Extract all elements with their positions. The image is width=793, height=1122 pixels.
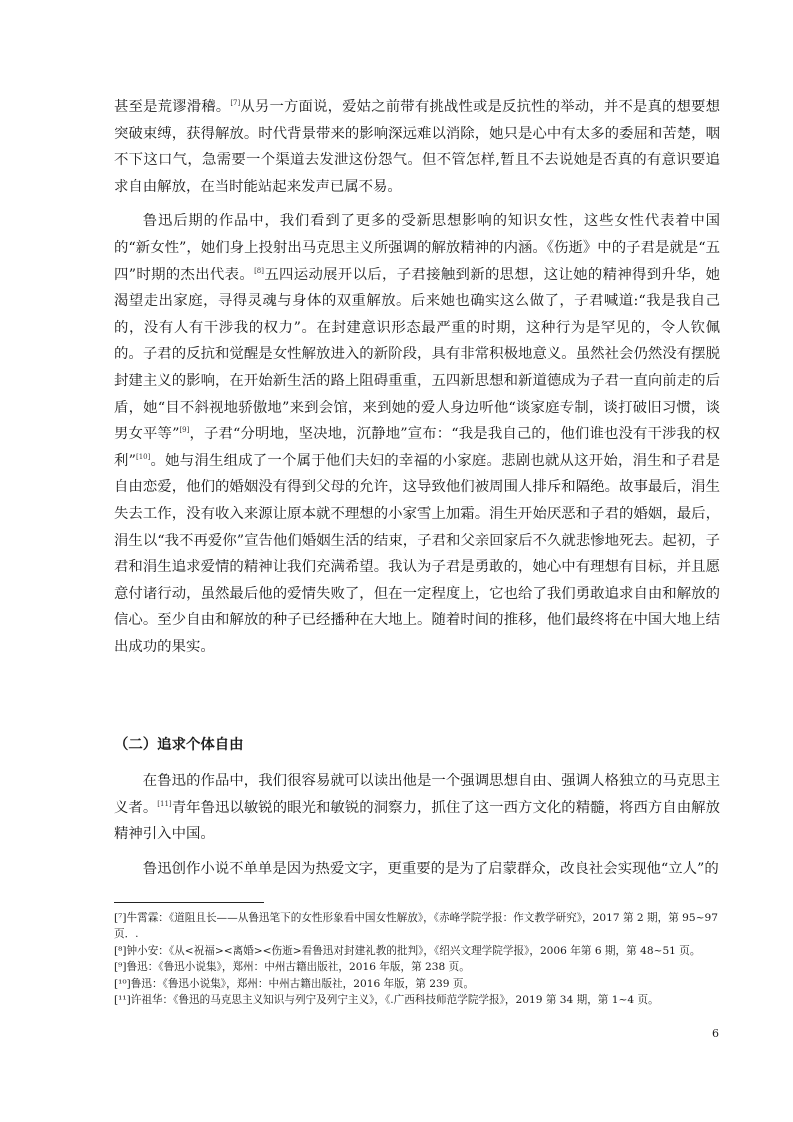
body-text-upper <box>114 94 720 660</box>
paragraph-text: ，子君“分明地，坚决地，沉静地”宣布：“我是我自己的，他们谁也没有干涉我的权利” <box>114 426 720 469</box>
footnote: [¹⁰]鲁迅：《鲁迅小说集》，郑州：中州古籍出版社，2016 年版，第 239 页。 <box>114 977 475 990</box>
footnotes <box>114 910 724 1008</box>
paragraph <box>114 94 720 200</box>
paragraph-text: 鲁迅创作小说不单单是因为热爱文字，更重要的是为了启蒙群众，改良社会实现他“立人”的 <box>142 860 719 877</box>
paragraph-text: 甚至是荒谬滑稽。 <box>114 99 231 115</box>
paragraph-text: 。她与涓生组成了一个属于他们夫妇的幸福的小家庭。悲剧也就从这开始，涓生和子君是自由恋爱，他们的婚姻没有得到父母的允许，这导致他们被周围人排斥和隔绝。故事最后，涓生失去工作，没有收入来源让原本就不理想的小家雪上加霜。涓生开始厌恶和子君的婚姻，最后，涓生以“我不再爱你”宣告他们婚姻生活的结束，子君和父亲回家后不久就悲惨地死去。起初，子君和涓生追求爱情的精神让我们充满希望。我认为子君是勇敢的，她心中有理想有目标，并且愿意付诸行动，虽然最后他的爱情失败了，但在一定程度上，它也给了我们勇敢追求自由和解放的信心。至少自由和解放的种子已经播种在大地上。随着时间的推移，他们最终将在中国大地上结出成功的果实。 <box>114 452 720 655</box>
citation-marker: [10] <box>135 452 151 461</box>
paragraph <box>114 768 720 848</box>
page-number: 6 <box>712 1027 719 1040</box>
citation-marker: [11] <box>157 799 172 808</box>
footnote: [¹¹]许祖华：《鲁迅的马克思主义知识与列宁及列宁主义》，《.广西科技师范学院学报》，2019 第 34 期，第 1~4 页。 <box>114 994 659 1007</box>
footnote: [⁷]牛霄霖：《道阻且长——从鲁迅笔下的女性形象看中国女性解放》，《赤峰学院学报：作文教学研究》，2017 第 2 期，第 95~97 页．. <box>114 912 719 941</box>
paragraph-text: 从另一方面说，爱姑之前带有挑战性或是反抗性的举动，并不是真的想要想突破束缚，获得解放。时代背景带来的影响深远难以消除，她只是心中有太多的委屈和苦楚，咽不下这口气，急需要一个渠道去发泄这份怨气。但不管怎样,暂且不去说她是否真的有意识要追求自由解放，在当时能站起来发声已属不易。 <box>114 99 720 195</box>
paragraph-text: 五四运动展开以后，子君接触到新的思想，这让她的精神得到升华，她渴望走出家庭，寻得灵魂与身体的双重解放。后来她也确实这么做了，子君喊道:“我是我自己的，没有人有干涉我的权力”。在封建意识形态最严重的时期，这种行为是罕见的，令人钦佩的。子君的反抗和觉醒是女性解放进入的新阶段，具有非常积极地意义。虽然社会仍然没有摆脱封建主义的影响，在开始新生活的路上阻碍重重，五四新思想和新道德成为子君一直向前走的后盾，她“目不斜视地骄傲地”来到会馆，来到她的爱人身边听他“谈家庭专制，谈打破旧习惯，谈男女平等” <box>114 266 721 443</box>
paragraph-text: 在鲁迅的作品中，我们很容易就可以读出他是一个强调思想自由、强调人格独立的马克思主义者。 <box>114 773 720 816</box>
paragraph-text: 鲁迅后期的作品中，我们看到了更多的受新思想影响的知识女性，这些女性代表着中国的“新女性”，她们身上投射出马克思主义所强调的解放精神的内涵。《伤逝》中的子君是就是“五四”时期的杰出代表。 <box>114 213 720 283</box>
paragraph <box>114 856 720 883</box>
citation-marker: [7] <box>230 99 241 108</box>
body-text-lower <box>114 768 720 882</box>
footnote-divider <box>114 902 264 903</box>
footnote: [⁸]钟小安：《从<祝福><离婚><伤逝>看鲁迅对封建礼教的批判》，《绍兴文理学院学报》，2006 年第 6 期，第 48~51 页。 <box>114 944 701 957</box>
section-heading: （二）追求个体自由 <box>114 737 244 753</box>
paragraph <box>114 208 720 660</box>
citation-marker: [9] <box>179 426 190 435</box>
paragraph-text: 青年鲁迅以敏锐的眼光和敏锐的洞察力，抓住了这一西方文化的精髓，将西方自由解放精神引入中国。 <box>114 799 720 843</box>
footnote: [⁹]鲁迅：《鲁迅小说集》，郑州：中州古籍出版社，2016 年版，第 238 页。 <box>114 961 470 974</box>
citation-marker: [8] <box>254 266 264 275</box>
